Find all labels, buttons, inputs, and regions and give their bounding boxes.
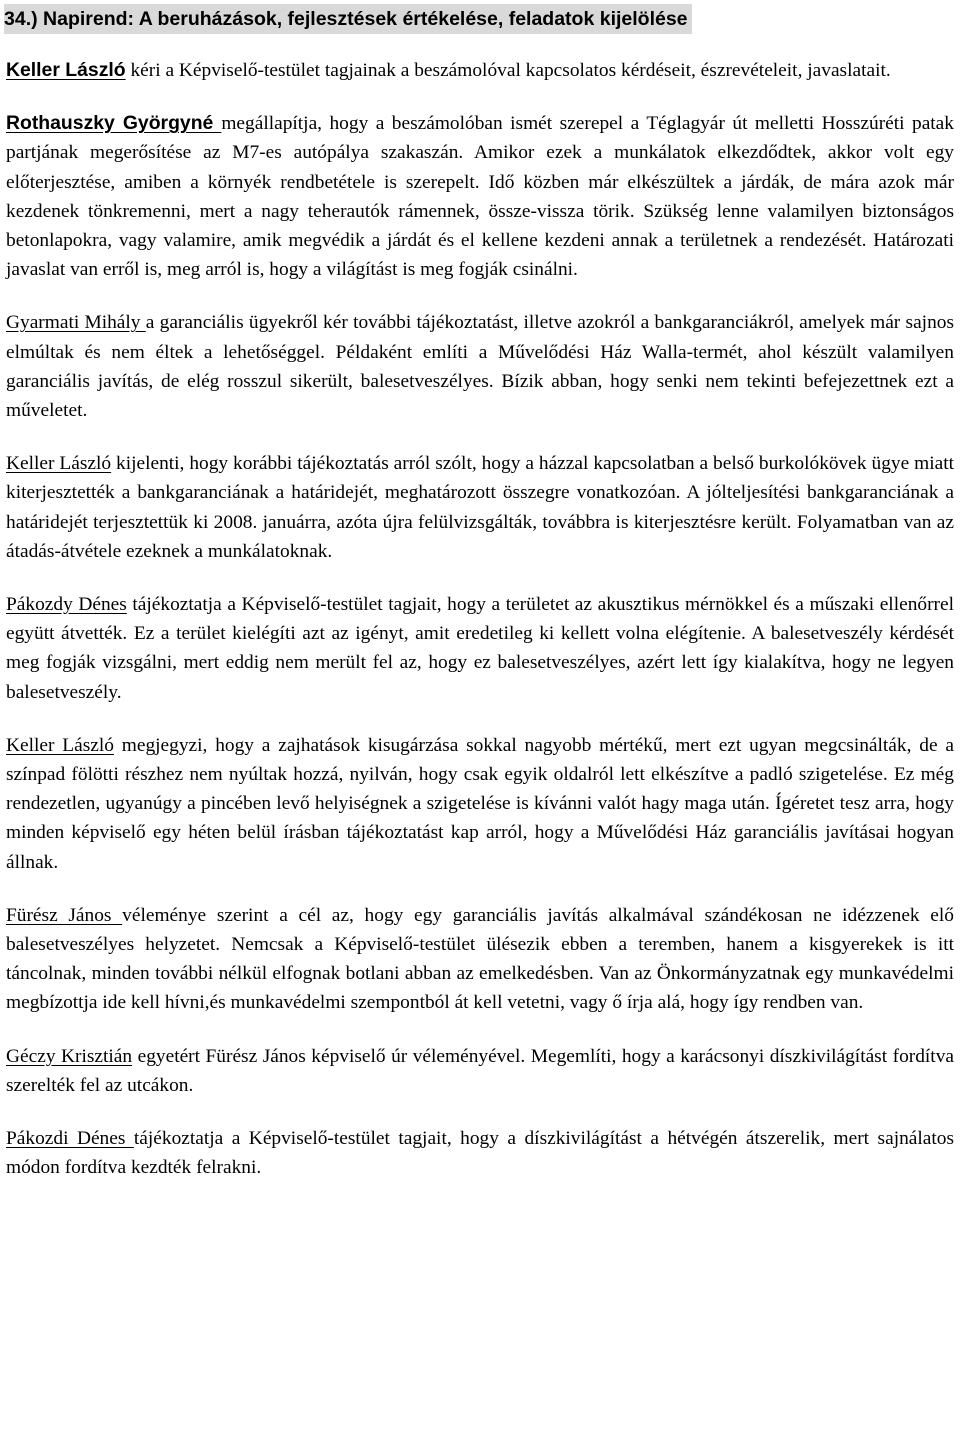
paragraph-text: megjegyzi, hogy a zajhatások kisugárzása sokkal nagyobb mértékű, mert ezt ugyan megcsinálták, de a színpad fölötti részhez nem nyúltak hozzá, nyilván, hogy csak egyik oldalról lett elkészítve a padló szigetelése. Ez még rendezetlen, ugyanúgy a pincében levő helyiségnek a szigetelése is kívánni valót hagy maga után. Ígéretet tesz arra, hogy minden képviselő egy héten belül írásban tájékoztatást kap arról, hogy a Művelődési Ház garanciális javításai hogyan állnak. <box>6 734 954 873</box>
paragraph-7 <box>6 901 954 1018</box>
speaker-name: Keller László <box>6 734 114 756</box>
paragraph-3 <box>6 308 954 425</box>
speaker-name: Rothauszky Györgyné <box>6 112 222 135</box>
paragraph-9 <box>6 1124 954 1182</box>
agenda-heading: 34.) Napirend: A beruházások, fejlesztések értékelése, feladatok kijelölése <box>4 4 692 34</box>
paragraph-1 <box>6 56 954 85</box>
paragraph-text: tájékoztatja a Képviselő-testület tagjait, hogy a területet az akusztikus mérnökkel és a műszaki ellenőrrel együtt átvették. Ez a terület kielégíti azt az igényt, amit eredetileg ki kellett volna elégítenie. A balesetveszély kérdését meg fogják vizsgálni, mert eddig nem merült fel az, hogy ez balesetveszélyes, azért lett így kialakítva, hogy ne legyen balesetveszély. <box>6 594 954 703</box>
paragraph-text: megállapítja, hogy a beszámolóban ismét szerepel a Téglagyár út melletti Hosszúréti patak partjának megerősítése az M7-es autópálya szakaszán. Amikor ezek a munkálatok elkezdődtek, akkor volt egy előterjesztése, amiben a környék rendbetétele is szerepelt. Idő közben már elkészültek a járdák, de mára azok már kezdenek tönkremenni, mert a nagy teherautók rámennek, össze-vissza törik. Szükség lenne valamilyen biztonságos betonlapokra, vagy valamire, amik megvédik a járdát és el kellene kezdeni annak a területnek a rendezését. Határozati javaslat van erről is, meg arról is, hogy a világítást is meg fogják csinálni. <box>6 113 954 281</box>
paragraph-5 <box>6 590 954 707</box>
paragraph-4 <box>6 449 954 566</box>
paragraph-text: kijelenti, hogy korábbi tájékoztatás arról szólt, hogy a házzal kapcsolatban a belső burkolókövek ügye miatt kiterjesztették a bankgaranciának a határidejét, meghatározott összegre vonatkozóan. A jólteljesítési bankgaranciának a határidejét terjesztettük ki 2008. januárra, azóta újra felülvizsgálták, továbbra is kiterjesztésre került. Folyamatban van az átadás-átvétele ezeknek a munkálatoknak. <box>6 453 954 562</box>
paragraph-2 <box>6 109 954 284</box>
speaker-name: Pákozdy Dénes <box>6 594 127 616</box>
speaker-name: Fürész János <box>6 904 123 926</box>
paragraph-8 <box>6 1042 954 1100</box>
paragraph-text: a garanciális ügyekről kér további tájékoztatást, illetve azokról a bankgaranciákról, amelyek már sajnos elmúltak és nem éltek a lehetőséggel. Példaként említi a Művelődési Ház Walla-termét, ahol készült valamilyen garanciális javítás, de elég rosszul sikerült, balesetveszélyes. Bízik abban, hogy senki nem tekinti befejezettnek ezt a műveletet. <box>6 312 955 422</box>
paragraph-text: kéri a Képviselő-testület tagjainak a beszámolóval kapcsolatos kérdéseit, észrevételeit, javaslatait. <box>125 60 891 81</box>
speaker-name: Géczy Krisztián <box>6 1045 133 1067</box>
speaker-name: Pákozdi Dénes <box>6 1128 134 1150</box>
speaker-name: Keller László <box>6 59 126 81</box>
paragraph-6 <box>6 731 954 877</box>
speaker-name: Keller László <box>6 453 112 475</box>
paragraph-text: tájékoztatja a Képviselő-testület tagjait, hogy a díszkivilágítást a hétvégén átszerelik, mert sajnálatos módon fordítva kezdték felrakni. <box>6 1128 955 1179</box>
document-page <box>6 4 954 1183</box>
paragraph-text: véleménye szerint a cél az, hogy egy garanciális javítás alkalmával szándékosan ne idézzenek elő balesetveszélyes helyzetet. Nemcsak a Képviselő-testület ülésezik ebben a teremben, hanem a kisgyerekek is itt táncolnak, minden további nélkül elfognak botlani abban az emelkedésben. Van az Önkormányzatnak egy munkavédelmi megbízottja ide kell hívni,és munkavédelmi szempontból át kell vetetni, vagy ő írja alá, hogy így rendben van. <box>6 904 954 1014</box>
speaker-name: Gyarmati Mihály <box>6 312 146 334</box>
paragraph-text: egyetért Fürész János képviselő úr véleményével. Megemlíti, hogy a karácsonyi díszkivilágítást fordítva szerelték fel az utcákon. <box>6 1045 954 1096</box>
